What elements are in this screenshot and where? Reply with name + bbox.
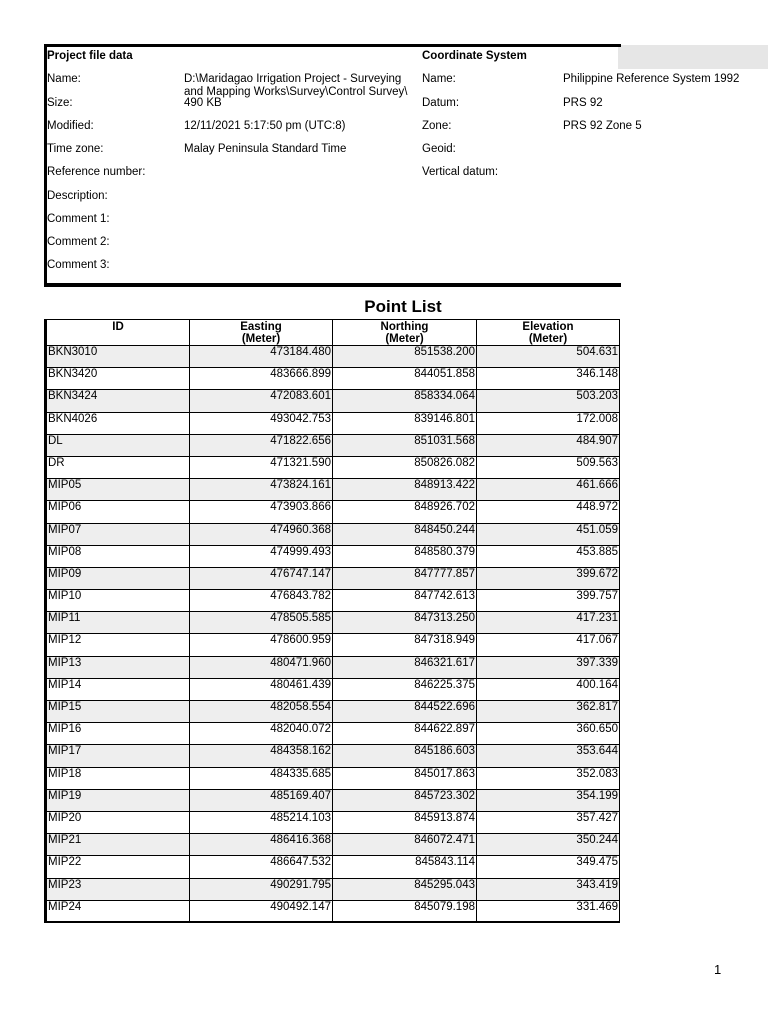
easting-cell: 478600.959 — [190, 634, 333, 656]
elevation-cell: 346.148 — [477, 368, 620, 390]
elevation-cell: 399.757 — [477, 590, 620, 612]
column-header-id — [46, 320, 190, 346]
column-header-easting — [190, 320, 333, 346]
northing-cell: 844622.897 — [333, 723, 477, 745]
elevation-cell: 399.672 — [477, 567, 620, 589]
elevation-cell: 503.203 — [477, 390, 620, 412]
elevation-cell: 331.469 — [477, 900, 620, 922]
point-id-cell: BKN3420 — [46, 368, 190, 390]
point-id-cell: MIP05 — [46, 479, 190, 501]
table-row — [46, 834, 620, 856]
point-id-cell: MIP12 — [46, 634, 190, 656]
elevation-cell: 448.972 — [477, 501, 620, 523]
northing-cell: 847313.250 — [333, 612, 477, 634]
northing-cell: 847318.949 — [333, 634, 477, 656]
project-label: Comment 1: — [47, 213, 110, 225]
coord-name-value: Philippine Reference System 1992 — [563, 73, 740, 85]
elevation-cell: 350.244 — [477, 834, 620, 856]
elevation-cell: 360.650 — [477, 723, 620, 745]
elevation-cell: 343.419 — [477, 878, 620, 900]
northing-cell: 847742.613 — [333, 590, 477, 612]
northing-cell: 844522.696 — [333, 701, 477, 723]
table-row — [46, 501, 620, 523]
project-label: Comment 3: — [47, 259, 110, 271]
table-row — [46, 567, 620, 589]
easting-cell: 472083.601 — [190, 390, 333, 412]
elevation-cell: 400.164 — [477, 678, 620, 700]
northing-cell: 848450.244 — [333, 523, 477, 545]
elevation-cell: 451.059 — [477, 523, 620, 545]
easting-cell: 476843.782 — [190, 590, 333, 612]
northing-cell: 845913.874 — [333, 811, 477, 833]
point-id-cell: MIP14 — [46, 678, 190, 700]
project-timezone-value: Malay Peninsula Standard Time — [184, 143, 347, 155]
coordinate-system-heading: Coordinate System — [422, 50, 527, 62]
point-list-table — [44, 319, 620, 923]
coord-zone-value: PRS 92 Zone 5 — [563, 120, 642, 132]
elevation-cell: 461.666 — [477, 479, 620, 501]
table-row — [46, 590, 620, 612]
elevation-cell: 354.199 — [477, 789, 620, 811]
project-size-value: 490 KB — [184, 97, 222, 109]
point-id-cell: DL — [46, 434, 190, 456]
easting-cell: 474960.368 — [190, 523, 333, 545]
point-id-cell: MIP22 — [46, 856, 190, 878]
northing-cell: 846072.471 — [333, 834, 477, 856]
column-header-elevation — [477, 320, 620, 346]
northing-cell: 845723.302 — [333, 789, 477, 811]
northing-cell: 845079.198 — [333, 900, 477, 922]
easting-cell: 490492.147 — [190, 900, 333, 922]
elevation-cell: 172.008 — [477, 412, 620, 434]
project-file-data-heading: Project file data — [47, 50, 133, 62]
table-row — [46, 767, 620, 789]
easting-cell: 485214.103 — [190, 811, 333, 833]
easting-cell: 471321.590 — [190, 456, 333, 478]
coord-label: Datum: — [422, 97, 460, 109]
table-row — [46, 634, 620, 656]
elevation-cell: 349.475 — [477, 856, 620, 878]
table-row — [46, 390, 620, 412]
point-id-cell: MIP06 — [46, 501, 190, 523]
coord-datum-value: PRS 92 — [563, 97, 603, 109]
project-label: Description: — [47, 190, 108, 202]
northing-cell: 845017.863 — [333, 767, 477, 789]
northing-cell: 851538.200 — [333, 346, 477, 368]
point-id-cell: MIP15 — [46, 701, 190, 723]
point-id-cell: MIP09 — [46, 567, 190, 589]
table-row — [46, 368, 620, 390]
easting-cell: 482058.554 — [190, 701, 333, 723]
northing-cell: 850826.082 — [333, 456, 477, 478]
column-unit: (Meter) — [241, 333, 281, 345]
easting-cell: 486416.368 — [190, 834, 333, 856]
easting-cell: 471822.656 — [190, 434, 333, 456]
table-row — [46, 523, 620, 545]
easting-cell: 484358.162 — [190, 745, 333, 767]
northing-cell: 848580.379 — [333, 545, 477, 567]
point-id-cell: DR — [46, 456, 190, 478]
point-id-cell: MIP21 — [46, 834, 190, 856]
easting-cell: 485169.407 — [190, 789, 333, 811]
table-row — [46, 789, 620, 811]
table-row — [46, 723, 620, 745]
table-row — [46, 612, 620, 634]
elevation-cell: 504.631 — [477, 346, 620, 368]
easting-cell: 478505.585 — [190, 612, 333, 634]
easting-cell: 493042.753 — [190, 412, 333, 434]
northing-cell: 851031.568 — [333, 434, 477, 456]
easting-cell: 486647.532 — [190, 856, 333, 878]
easting-cell: 482040.072 — [190, 723, 333, 745]
table-row — [46, 878, 620, 900]
table-row — [46, 656, 620, 678]
column-name: ID — [112, 321, 124, 333]
easting-cell: 473824.161 — [190, 479, 333, 501]
table-row — [46, 745, 620, 767]
northing-cell: 848913.422 — [333, 479, 477, 501]
elevation-cell: 417.231 — [477, 612, 620, 634]
elevation-cell: 362.817 — [477, 701, 620, 723]
point-id-cell: MIP16 — [46, 723, 190, 745]
northing-cell: 845843.114 — [333, 856, 477, 878]
project-label: Time zone: — [47, 143, 104, 155]
northing-cell: 858334.064 — [333, 390, 477, 412]
table-row — [46, 456, 620, 478]
project-label: Modified: — [47, 120, 94, 132]
table-row — [46, 678, 620, 700]
northing-cell: 848926.702 — [333, 501, 477, 523]
table-header-row — [46, 320, 620, 346]
page-number: 1 — [714, 962, 722, 977]
table-row — [46, 346, 620, 368]
project-file-data-section — [44, 44, 740, 287]
coord-label: Geoid: — [422, 143, 456, 155]
northing-cell: 846321.617 — [333, 656, 477, 678]
point-id-cell: BKN3010 — [46, 346, 190, 368]
easting-cell: 490291.795 — [190, 878, 333, 900]
table-row — [46, 434, 620, 456]
elevation-cell: 357.427 — [477, 811, 620, 833]
project-label: Comment 2: — [47, 236, 110, 248]
point-id-cell: MIP17 — [46, 745, 190, 767]
northing-cell: 845295.043 — [333, 878, 477, 900]
column-name: Northing — [380, 321, 429, 333]
point-id-cell: MIP23 — [46, 878, 190, 900]
point-id-cell: MIP24 — [46, 900, 190, 922]
point-id-cell: MIP19 — [46, 789, 190, 811]
northing-cell: 844051.858 — [333, 368, 477, 390]
easting-cell: 484335.685 — [190, 767, 333, 789]
project-label: Name: — [47, 73, 81, 85]
coord-label: Zone: — [422, 120, 452, 132]
point-id-cell: BKN4026 — [46, 412, 190, 434]
elevation-cell: 353.644 — [477, 745, 620, 767]
elevation-cell: 352.083 — [477, 767, 620, 789]
table-row — [46, 701, 620, 723]
northing-cell: 846225.375 — [333, 678, 477, 700]
column-unit: (Meter) — [528, 333, 568, 345]
point-id-cell: MIP10 — [46, 590, 190, 612]
project-name-value: D:\Maridagao Irrigation Project - Surveying and Mapping Works\Survey\Control Survey\ — [184, 73, 408, 98]
easting-cell: 480461.439 — [190, 678, 333, 700]
coord-label: Name: — [422, 73, 456, 85]
easting-cell: 483666.899 — [190, 368, 333, 390]
column-header-northing — [333, 320, 477, 346]
project-modified-value: 12/11/2021 5:17:50 pm (UTC:8) — [184, 120, 346, 132]
elevation-cell: 417.067 — [477, 634, 620, 656]
point-id-cell: MIP13 — [46, 656, 190, 678]
point-list-title: Point List — [364, 297, 442, 316]
table-row — [46, 479, 620, 501]
elevation-cell: 509.563 — [477, 456, 620, 478]
easting-cell: 480471.960 — [190, 656, 333, 678]
table-row — [46, 856, 620, 878]
point-id-cell: BKN3424 — [46, 390, 190, 412]
easting-cell: 473903.866 — [190, 501, 333, 523]
project-label: Reference number: — [47, 166, 146, 178]
column-name: Easting — [240, 321, 282, 333]
northing-cell: 847777.857 — [333, 567, 477, 589]
point-id-cell: MIP08 — [46, 545, 190, 567]
northing-cell: 839146.801 — [333, 412, 477, 434]
column-unit: (Meter) — [385, 333, 424, 345]
column-name: Elevation — [522, 321, 574, 333]
elevation-cell: 397.339 — [477, 656, 620, 678]
easting-cell: 476747.147 — [190, 567, 333, 589]
elevation-cell: 484.907 — [477, 434, 620, 456]
easting-cell: 474999.493 — [190, 545, 333, 567]
point-id-cell: MIP20 — [46, 811, 190, 833]
easting-cell: 473184.480 — [190, 346, 333, 368]
point-id-cell: MIP07 — [46, 523, 190, 545]
table-row — [46, 900, 620, 922]
project-label: Size: — [47, 97, 73, 109]
table-row — [46, 412, 620, 434]
elevation-cell: 453.885 — [477, 545, 620, 567]
point-id-cell: MIP11 — [46, 612, 190, 634]
coord-label: Vertical datum: — [422, 166, 499, 178]
northing-cell: 845186.603 — [333, 745, 477, 767]
point-id-cell: MIP18 — [46, 767, 190, 789]
header-shade-bar — [618, 45, 768, 69]
table-row — [46, 545, 620, 567]
table-row — [46, 811, 620, 833]
